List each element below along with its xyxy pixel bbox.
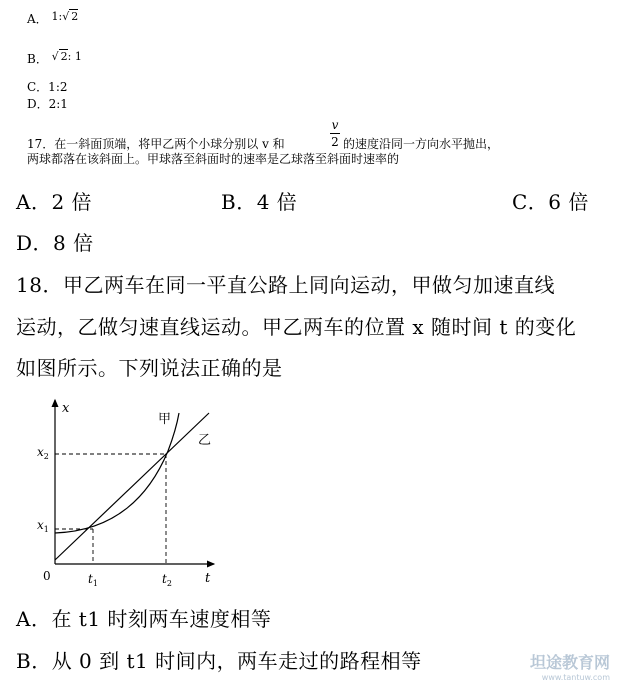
q17-option-b: B．4 倍 — [221, 190, 298, 214]
q16-option-a: A． 1:√ 2 — [27, 10, 79, 26]
fraction-denominator: 2 — [331, 135, 339, 149]
q17-option-c: C．6 倍 — [512, 190, 589, 214]
q17-option-a: A．2 倍 — [16, 190, 93, 214]
q16-option-c: C．1:2 — [27, 80, 68, 94]
q16-option-b: B． √ 2: 1 — [27, 50, 82, 66]
t1-label: $t_1$ — [88, 572, 98, 588]
watermark-title: 坦途教育网 — [529, 653, 610, 672]
sqrt-symbol: √ 2 — [62, 10, 79, 23]
q17-line1-pre: 17．在一斜面顶端，将甲乙两个小球分别以 v 和 — [27, 137, 285, 151]
t2-label: $t_2$ — [162, 572, 172, 588]
q18-option-a: A．在 t1 时刻两车速度相等 — [16, 607, 272, 631]
q16-option-d: D．2:1 — [27, 97, 68, 111]
q17-fraction — [330, 118, 340, 149]
q17-line1-post: 的速度沿同一方向水平抛出， — [343, 137, 500, 151]
line-yi-label: 乙 — [198, 433, 212, 448]
q18-line1: 18．甲乙两车在同一平直公路上同向运动，甲做匀加速直线 — [16, 273, 555, 297]
q17-option-d: D．8 倍 — [16, 231, 94, 255]
y-axis-label: x — [62, 401, 70, 416]
curve-jia — [55, 413, 179, 533]
origin-label: 0 — [43, 569, 51, 583]
watermark-url: www.tantuw.com — [541, 673, 610, 682]
x1-label: $x_1$ — [37, 518, 49, 534]
position-time-graph — [0, 390, 260, 595]
q18-line2: 运动，乙做匀速直线运动。甲乙两车的位置 x 随时间 t 的变化 — [16, 315, 577, 339]
curve-jia-label: 甲 — [158, 412, 172, 427]
x-axis-label: t — [205, 571, 211, 586]
x2-label: $x_2$ — [37, 445, 49, 461]
q17-line2: 两球都落在该斜面上。甲球落至斜面时的速率是乙球落至斜面时速率的 — [27, 152, 400, 166]
q18-line3: 如图所示。下列说法正确的是 — [16, 356, 283, 380]
line-yi — [55, 413, 212, 560]
sqrt-symbol: √ 2 — [51, 50, 68, 63]
q18-option-b: B．从 0 到 t1 时间内，两车走过的路程相等 — [16, 649, 422, 673]
watermark-logo — [530, 650, 610, 682]
fraction-numerator: v — [331, 118, 339, 132]
